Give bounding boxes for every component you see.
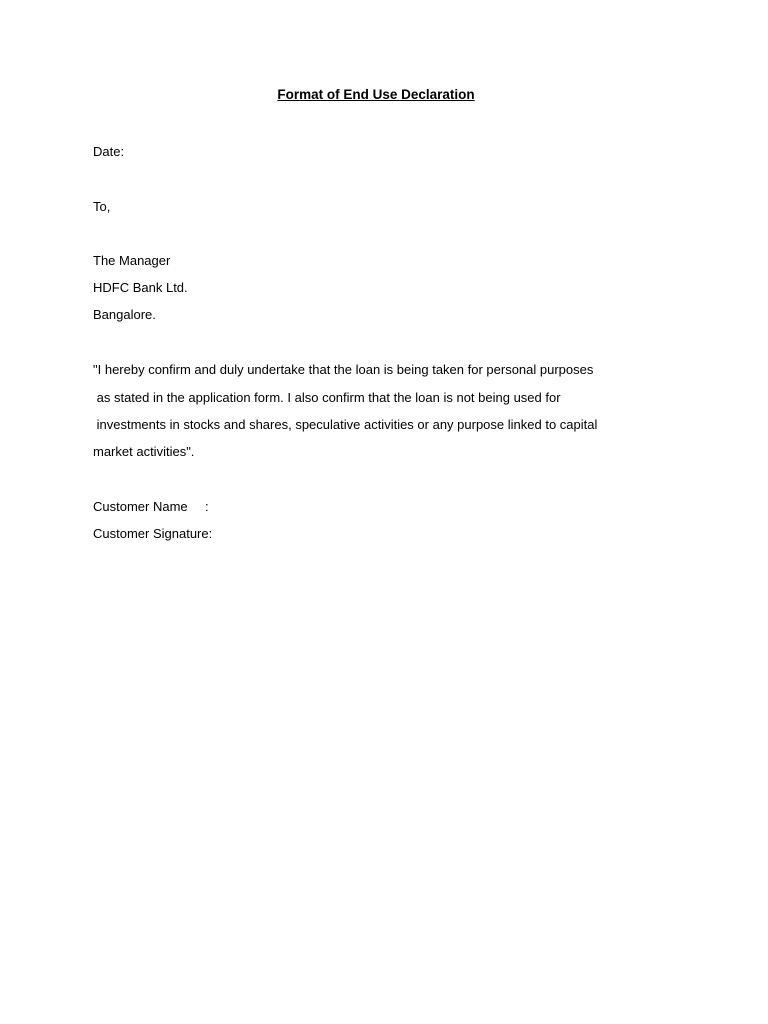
recipient-line: The Manager — [93, 253, 171, 268]
declaration-line: as stated in the application form. I also confirm that the loan is not being used for — [93, 390, 561, 405]
declaration-line: market activities". — [93, 444, 195, 459]
customer-name-colon: : — [205, 499, 209, 514]
customer-name-label: Customer Name — [93, 499, 188, 514]
recipient-line: HDFC Bank Ltd. — [93, 280, 188, 295]
declaration-line: investments in stocks and shares, speculative activities or any purpose linked to capital — [93, 417, 598, 432]
declaration-line: "I hereby confirm and duly undertake that the loan is being taken for personal purposes — [93, 362, 594, 377]
date-label: Date: — [93, 144, 125, 159]
document-title: Format of End Use Declaration — [277, 87, 475, 102]
salutation: To, — [93, 199, 111, 214]
customer-signature-label: Customer Signature: — [93, 526, 213, 541]
recipient-line: Bangalore. — [93, 307, 156, 322]
